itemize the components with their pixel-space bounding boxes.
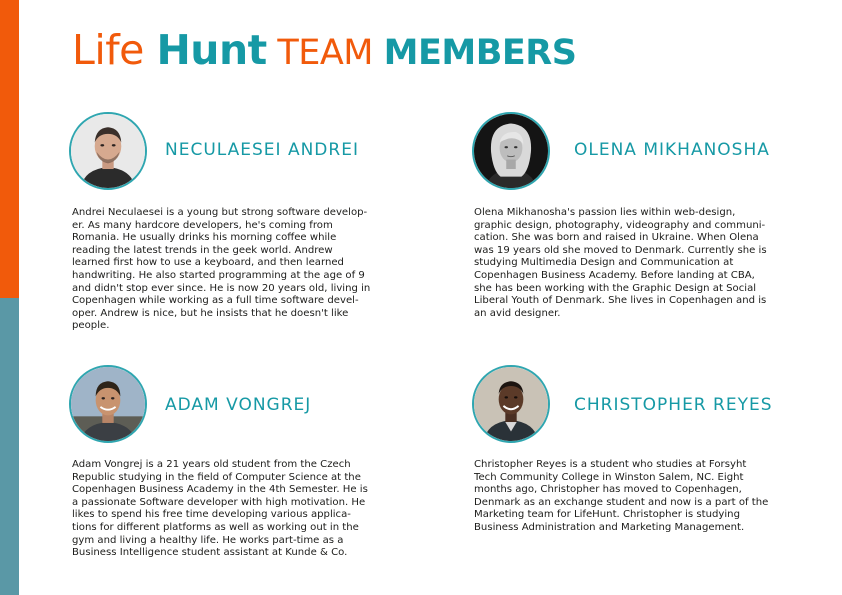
bio-line: an avid designer. [474,307,561,319]
bio-line: was 19 years old she moved to Denmark. Currently she is [474,244,767,256]
bio-line: Copenhagen while working as a full time software devel- [72,295,359,307]
title-hunt: Hunt [156,26,267,74]
bio-line: likes to spend his free time developing various applica- [72,509,351,521]
accent-bar-orange [0,0,19,298]
bio-line: Christopher Reyes is a student who studies at Forsyht [474,459,747,470]
bio-line: Adam Vongrej is a 21 years old student from the Czech [72,459,351,470]
avatar-andrei [69,112,147,190]
bio-line: Copenhagen Business Academy in the 4th Semester. He is [72,484,368,496]
avatar-adam [69,365,147,443]
bio-line: Romania. He usually drinks his morning coffee while [72,232,337,244]
portrait-adam-image [71,367,145,441]
bio-line: Liberal Youth of Denmark. She lives in Copenhagen and is [474,295,767,307]
member-name-andrei: NECULAESEI ANDREI [165,140,359,160]
bio-line: Olena Mikhanosha's passion lies within web-design, [474,207,736,218]
page-title [72,24,576,79]
bio-line: she has been working with the Graphic Design at Social [474,282,757,294]
portrait-olena-image [474,114,548,188]
member-name-christopher: CHRISTOPHER REYES [574,395,773,415]
bio-line: Tech Community College in Winston Salem, NC. Eight [474,471,744,483]
bio-line: and didn't stop ever since. He is now 20 years old, living in [72,282,371,294]
accent-bar-teal [0,298,19,595]
bio-line: Denmark as an exchange student and now is a part of the [474,496,769,508]
member-name-adam: ADAM VONGREJ [165,395,312,415]
bio-line: Business Intelligence student assistant at Kunde & Co. [72,547,348,559]
portrait-andrei-image [71,114,145,188]
bio-line: Copenhagen Business Academy. Before landing at CBA, [474,269,755,281]
avatar-olena [472,112,550,190]
bio-line: learned first how to use a keyboard, and then learned [72,257,344,269]
title-members: MEMBERS [383,33,577,73]
bio-line: cation. She was born and raised in Ukraine. When Olena [474,232,759,244]
bio-line: oper. Andrew is nice, but he insists that he doesn't like [72,307,349,319]
title-life: Life [72,26,157,74]
bio-line: people. [72,320,110,332]
bio-line: studying Multimedia Design and Communication at [474,257,734,269]
bio-line: handwriting. He also started programming at the age of 9 [72,269,365,281]
bio-line: graphic design, photography, videography and communi- [474,219,766,231]
portrait-christopher-image [474,367,548,441]
bio-line: Business Administration and Marketing Management. [474,521,745,533]
member-bio-adam [72,459,388,560]
bio-line: Republic studying in the field of Computer Science at the [72,471,361,483]
bio-line: reading the latest trends in the geek world. Andrew [72,244,333,256]
member-name-olena: OLENA MIKHANOSHA [574,140,770,160]
member-bio-andrei [72,207,388,333]
avatar-christopher [472,365,550,443]
title-team: TEAM [266,33,384,73]
bio-line: months ago, Christopher has moved to Copenhagen, [474,484,742,496]
bio-line: er. As many hardcore developers, he's coming from [72,219,333,231]
member-bio-olena [474,207,790,320]
member-bio-christopher [474,459,790,535]
bio-line: a passionate Software developer with high motivation. He [72,496,366,508]
bio-line: Andrei Neculaesei is a young but strong software develop- [72,207,368,218]
bio-line: gym and living a healthy life. He works part-time as a [72,534,344,546]
bio-line: tions for different platforms as well as working out in the [72,521,359,533]
bio-line: Marketing team for LifeHunt. Christopher is studying [474,509,740,521]
